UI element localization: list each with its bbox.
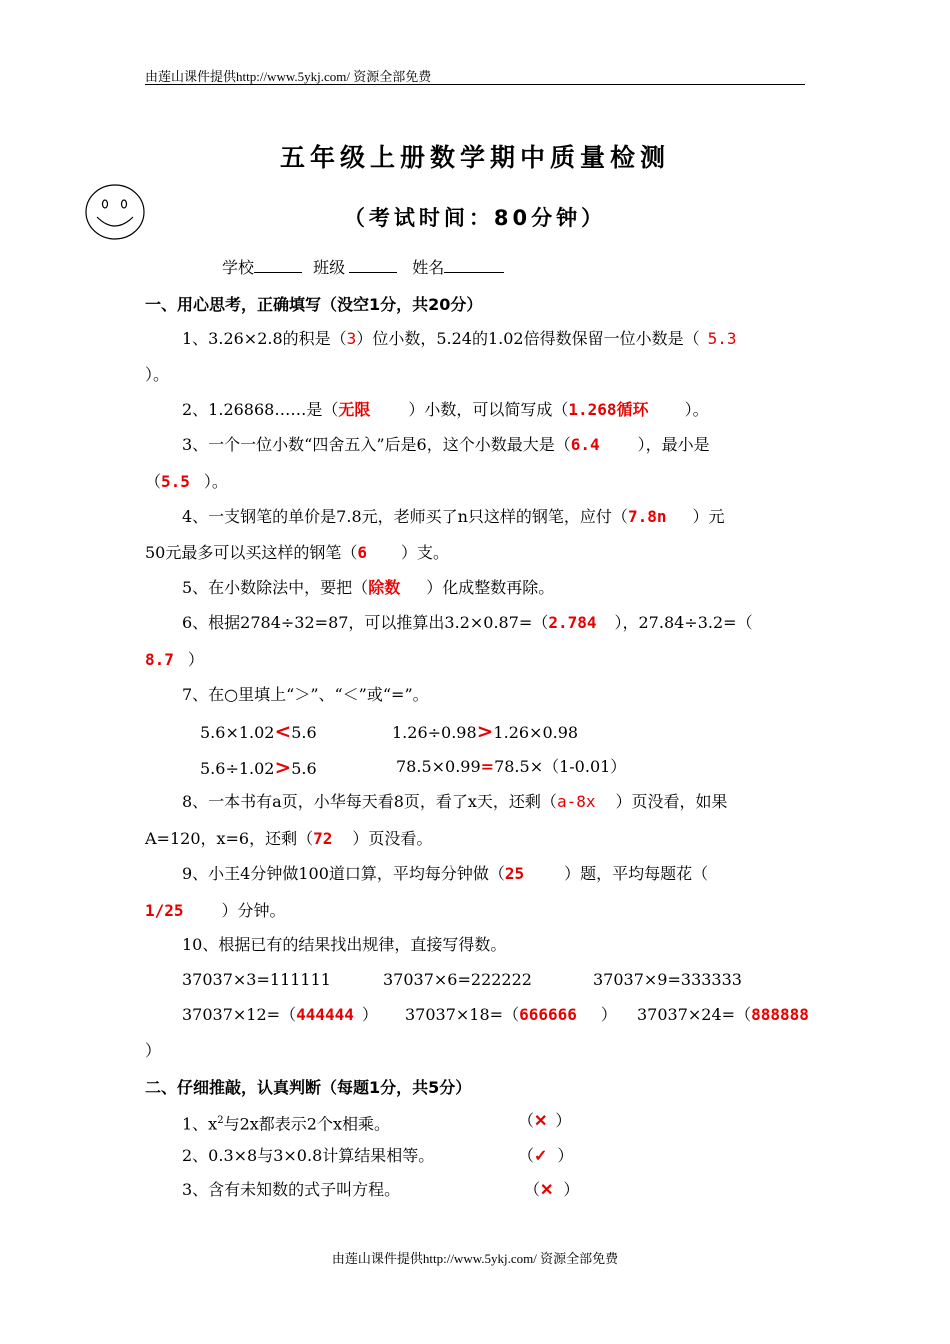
school-blank[interactable]	[254, 256, 302, 273]
q7-r2c-left: 78.5×0.99	[396, 757, 481, 776]
q10-eq-4-close: ）	[361, 1005, 378, 1024]
q4-answer-2: 6	[357, 543, 368, 562]
judgement-2: 2、0.3×8与3×0.8计算结果相等。	[182, 1146, 435, 1165]
j1-close: ）	[555, 1111, 572, 1130]
q10-eq-6-close: ）	[145, 1041, 162, 1060]
q9-answer-2: 1/25	[145, 901, 184, 920]
q4-text-d: ）支。	[401, 543, 450, 562]
q10-answer-6: 888888	[751, 1005, 809, 1024]
q2-text-b: ）小数，可以简写成（	[408, 400, 569, 419]
q10-eq-2: 37037×6=222222	[383, 970, 532, 989]
name-label: 姓名	[412, 258, 445, 277]
q10-eq-5-text: 37037×18=（	[405, 1005, 520, 1024]
question-3-cont	[145, 471, 228, 493]
q4-text-c: 50元最多可以买这样的钢笔（	[145, 543, 358, 562]
q9-text-c: ）分钟。	[221, 901, 286, 920]
j1-open: （	[518, 1111, 535, 1130]
q1-text-b: ）位小数，5.24的1.02倍得数保留一位小数是（	[356, 329, 700, 348]
q7-row-1b	[392, 720, 578, 744]
q7-r1c-left: 1.26÷0.98	[392, 723, 477, 742]
q5-text-b: ）化成整数再除。	[426, 578, 555, 597]
q1-answer-1: 3	[346, 329, 357, 348]
q1-text-a: 1、3.26×2.8的积是（	[182, 329, 347, 348]
class-blank[interactable]	[349, 256, 397, 273]
j3-mark-icon: ✕	[540, 1180, 554, 1199]
q6-text-c: ）	[187, 650, 204, 669]
q8-text-c: A=120，x=6，还剩（	[145, 829, 314, 848]
q2-answer-2: 1.268循环	[568, 400, 649, 419]
j1-text-b: 与2x都表示2个x相乘。	[223, 1114, 391, 1134]
question-9-cont	[145, 900, 286, 922]
q7-row-1a	[200, 720, 317, 744]
judgement-3: 3、含有未知数的式子叫方程。	[182, 1180, 401, 1199]
q4-text-a: 4、一支钢笔的单价是7.8元，老师买了n只这样的钢笔，应付（	[182, 507, 628, 526]
q3-answer-1: 6.4	[570, 435, 600, 454]
j1-text-a: 1、x	[182, 1114, 218, 1134]
class-label: 班级	[313, 258, 346, 277]
section-2-heading: 二、仔细推敲，认真判断（每题1分，共5分）	[145, 1078, 472, 1097]
q7-r2-left: 5.6÷1.02	[200, 759, 275, 778]
header-divider	[145, 84, 805, 85]
q1-answer-2: 5.3	[707, 329, 737, 348]
question-9	[182, 863, 708, 885]
q10-eq-6-text: 37037×24=（	[637, 1005, 752, 1024]
q1-text-c: ）。	[145, 365, 170, 384]
q3-text-d: ）。	[203, 472, 228, 491]
q7-r2c-right: 78.5×（1-0.01）	[494, 757, 627, 776]
q8-answer-1: a-8x	[556, 792, 596, 811]
student-info	[222, 256, 504, 279]
j1-mark-icon: ✕	[534, 1111, 548, 1130]
q7-r1-symbol: <	[274, 719, 292, 743]
judgement-1	[182, 1110, 390, 1135]
q6-answer-1: 2.784	[548, 613, 597, 632]
q3-text-a: 3、一个一位小数“四舍五入”后是6，这个小数最大是（	[182, 435, 571, 454]
q6-text-a: 6、根据2784÷32=87，可以推算出3.2×0.87=（	[182, 613, 549, 632]
q10-eq-4-text: 37037×12=（	[182, 1005, 297, 1024]
q7-r1-left: 5.6×1.02	[200, 723, 275, 742]
q2-answer-1: 无限	[338, 400, 371, 419]
q9-text-a: 9、小王4分钟做100道口算，平均每分钟做（	[182, 864, 505, 883]
q3-text-b: ），最小是	[637, 435, 710, 454]
q2-text-c: ）。	[684, 400, 709, 419]
question-1	[182, 328, 736, 350]
q8-answer-2: 72	[313, 829, 333, 848]
q5-answer-1: 除数	[368, 578, 401, 597]
q7-r2c-symbol: =	[480, 757, 495, 776]
q9-answer-1: 25	[504, 864, 525, 883]
q10-answer-4: 444444	[296, 1005, 354, 1024]
q2-text-a: 2、1.26868……是（	[182, 400, 339, 419]
question-6-cont	[145, 649, 204, 671]
page-footer: 由莲山课件提供http://www.5ykj.com/ 资源全部免费	[331, 1251, 619, 1266]
q5-text-a: 5、在小数除法中，要把（	[182, 578, 369, 597]
q7-r2-symbol: >	[274, 755, 292, 779]
name-blank[interactable]	[444, 256, 504, 273]
q9-text-b: ）题，平均每题花（	[564, 864, 709, 883]
q7-r1-right: 5.6	[291, 723, 317, 742]
question-7: 7、在○里填上“＞”、“＜”或“=”。	[182, 685, 429, 704]
exam-duration: （考试时间：80分钟）	[343, 206, 607, 230]
page-title: 五年级上册数学期中质量检测	[279, 143, 670, 172]
q7-row-2b	[396, 756, 626, 778]
q7-row-2a	[200, 756, 317, 780]
q4-answer-1: 7.8n	[627, 507, 667, 526]
q8-text-d: ）页没看。	[352, 829, 433, 848]
question-4-cont	[145, 542, 449, 564]
q3-text-c: （	[145, 472, 162, 491]
q8-text-a: 8、一本书有a页，小华每天看8页，看了x天，还剩（	[182, 792, 557, 811]
q10-eq-4	[182, 1004, 378, 1026]
q3-answer-2: 5.5	[161, 472, 190, 491]
question-5	[182, 577, 554, 599]
j3-answer	[524, 1179, 579, 1201]
q10-eq-1: 37037×3=111111	[182, 970, 331, 989]
q10-eq-6	[637, 1004, 809, 1026]
question-8-cont	[145, 828, 432, 850]
question-2	[182, 399, 709, 421]
j1-answer	[518, 1110, 571, 1132]
q7-r1c-right: 1.26×0.98	[493, 723, 579, 742]
j2-open: （	[518, 1146, 535, 1165]
page-header: 由莲山课件提供http://www.5ykj.com/ 资源全部免费	[145, 69, 432, 84]
q8-text-b: ）页没看，如果	[615, 792, 728, 811]
q10-eq-5-close: ）	[600, 1005, 617, 1024]
school-label: 学校	[222, 258, 255, 277]
j2-answer	[518, 1145, 573, 1167]
question-6	[182, 612, 753, 634]
q10-eq-3: 37037×9=333333	[593, 970, 742, 989]
section-1-heading: 一、用心思考，正确填写（没空1分，共20分）	[145, 295, 483, 314]
q6-text-b: ），27.84÷3.2=（	[614, 613, 753, 632]
q6-answer-2: 8.7	[145, 650, 174, 669]
question-3	[182, 434, 710, 456]
q4-text-b: ）元	[692, 507, 725, 526]
q7-r2-right: 5.6	[291, 759, 317, 778]
question-4	[182, 506, 724, 528]
j3-close: ）	[563, 1180, 580, 1199]
j2-mark-icon: ✓	[534, 1146, 548, 1165]
q7-r1c-symbol: >	[476, 719, 494, 743]
j3-open: （	[524, 1180, 541, 1199]
q10-eq-5	[405, 1004, 617, 1026]
j2-close: ）	[557, 1146, 574, 1165]
question-10: 10、根据已有的结果找出规律，直接写得数。	[182, 935, 507, 954]
j1-superscript: 2	[217, 1115, 224, 1126]
q10-answer-5: 666666	[519, 1005, 577, 1024]
question-8	[182, 791, 727, 813]
